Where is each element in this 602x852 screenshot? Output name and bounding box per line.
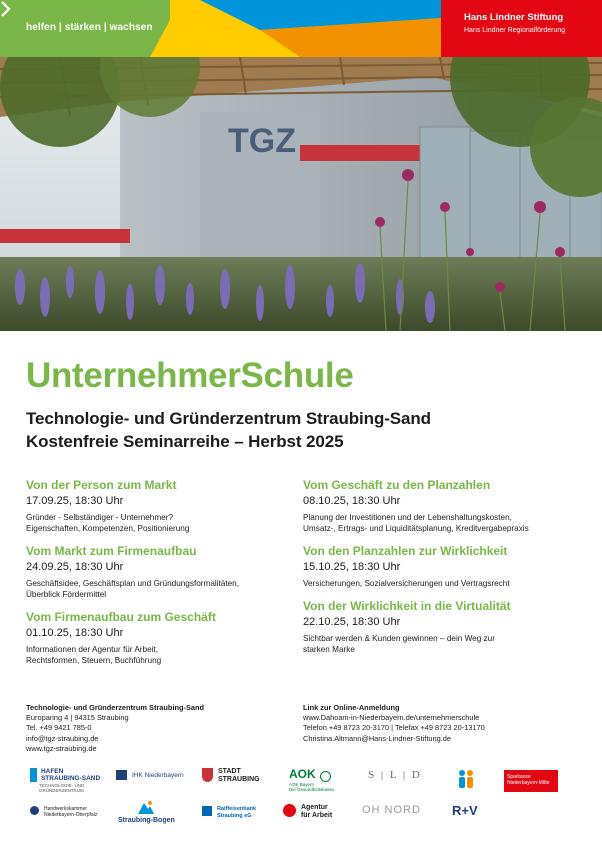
seminar-date: 15.10.25, 18:30 Uhr [303, 561, 401, 573]
aok-logo-text: AOK [289, 767, 316, 781]
seminar-item [26, 610, 306, 666]
ruv-logo: R+V [452, 803, 478, 818]
aok-tree-icon [320, 771, 331, 782]
tagline: helfen | stärken | wachsen [26, 22, 153, 33]
seminar-title: Vom Firmenaufbau zum Geschäft [26, 610, 216, 624]
people-logo [455, 768, 477, 793]
aok-logo-subtext: AOK Bayern Die Gesundheitskasse. [289, 781, 336, 792]
seminar-date: 17.09.25, 18:30 Uhr [26, 495, 124, 507]
seminar-description: Informationen der Agentur für Arbeit, Rechtsformen, Steuern, Buchführung [26, 645, 162, 665]
contact-website-link[interactable]: www.tgz-straubing.de [26, 743, 97, 753]
seminar-date: 24.09.25, 18:30 Uhr [26, 561, 124, 573]
ihk-logo-text: IHK Niederbayern [131, 771, 184, 779]
subtitle-line-1: Technologie- und Gründerzentrum Straubing-Sand [26, 409, 431, 428]
stadt-logo-text: STADT STRAUBING [217, 768, 260, 783]
raiffeisen-logo-text: Raiffeisenbank Straubing eG [216, 806, 257, 819]
seminar-description: Gründer - Selbständiger - Unternehmer? Eigenschaften, Kompetenzen, Positionierung [26, 513, 190, 533]
ohnord-logo: OH NORD [362, 804, 421, 816]
foundation-logo-icon [0, 0, 12, 18]
hero-photo [0, 57, 602, 331]
seminar-title: Von der Wirklichkeit in die Virtualität [303, 599, 511, 613]
contact-phone: Tel. +49 9421 785-0 [26, 723, 92, 733]
seminar-title: Von der Person zum Markt [26, 478, 177, 492]
top-banner [0, 0, 602, 57]
ihk-logo [116, 770, 184, 780]
partner-logos [0, 762, 602, 832]
seminar-item [26, 544, 306, 600]
hafen-logo-text: HAFEN STRAUBING-SAND [40, 768, 101, 782]
seminar-item [303, 599, 583, 655]
registration-link[interactable]: www.Dahoam-in-Niederbayern.de/unternehmerschule [303, 713, 480, 723]
landkreis-logo [118, 800, 175, 825]
raiffeisen-logo [202, 806, 256, 820]
foundation-subtitle: Hans Lindner Regionalförderung [464, 27, 566, 34]
seminar-description: Planung der Investitionen und der Lebenshaltungskosten, Umsatz-, Ertrags- und Liquiditätsplanung, Kreditvergabepraxis [303, 513, 529, 533]
seminar-date: 08.10.25, 18:30 Uhr [303, 495, 401, 507]
seminar-item [26, 478, 306, 534]
contact-heading: Technologie- und Gründerzentrum Straubing-Sand [26, 703, 205, 712]
seminar-title: Vom Geschäft zu den Planzahlen [303, 478, 491, 492]
registration-phone: Telefon +49 8723 20-3170 | Telefax +49 8723 20-13170 [303, 723, 485, 733]
registration-heading: Link zur Online-Anmeldung [303, 703, 400, 712]
hwk-logo-text: Handwerkskammer Niederbayern-Oberpfalz [43, 806, 98, 818]
sparkasse-logo: Sparkasse Niederbayern-Mitte [504, 770, 558, 792]
agentur-logo-text: Agentur für Arbeit [300, 804, 333, 819]
contact-address: Europaring 4 | 94315 Straubing [26, 713, 129, 723]
seminar-description: Sichtbar werden & Kunden gewinnen – dein Weg zur starken Marke [303, 634, 495, 654]
seminar-title: Vom Markt zum Firmenaufbau [26, 544, 197, 558]
seminar-date: 22.10.25, 18:30 Uhr [303, 616, 401, 628]
seminar-description: Geschäftsidee, Geschäftsplan und Gründungsformalitäten, Überblick Fördermittel [26, 579, 239, 599]
landkreis-logo-text: Straubing-Bogen [118, 817, 175, 824]
agentur-logo [283, 804, 332, 820]
stadt-straubing-logo [202, 768, 260, 784]
hwk-logo [30, 806, 97, 819]
sld-logo: S | L | D [368, 769, 422, 781]
landkreis-icon [138, 800, 154, 814]
seminar-column-left [26, 478, 306, 676]
registration-email-link[interactable]: Christina.Altmann@Hans-Lindner-Stiftung.de [303, 733, 451, 743]
contact-registration [303, 703, 485, 744]
building-photo [0, 57, 602, 331]
page-title: UnternehmerSchule [26, 356, 354, 395]
seminar-title: Von den Planzahlen zur Wirklichkeit [303, 544, 508, 558]
hafen-logo-subtext: TECHNOLOGIE- UND GRÜNDERZENTRUM [39, 783, 85, 793]
subtitle-line-2: Kostenfreie Seminarreihe – Herbst 2025 [26, 432, 344, 451]
contact-tgz [26, 703, 204, 754]
seminar-date: 01.10.25, 18:30 Uhr [26, 627, 124, 639]
foundation-name: Hans Lindner Stiftung [464, 12, 564, 23]
seminar-column-right [303, 478, 583, 665]
seminar-description: Versicherungen, Sozialversicherungen und Vertragsrecht [303, 579, 510, 588]
contact-email-link[interactable]: info@tgz-straubing.de [26, 733, 99, 743]
hafen-logo [30, 768, 100, 793]
building-sign: TGZ [228, 122, 296, 160]
people-icon [455, 768, 477, 790]
aok-logo [289, 768, 335, 792]
seminar-item [303, 544, 583, 589]
seminar-item [303, 478, 583, 534]
